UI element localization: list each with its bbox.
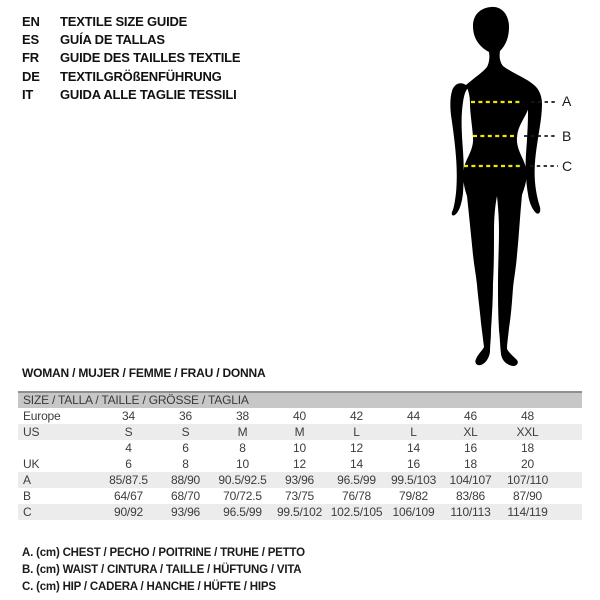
language-list — [22, 12, 240, 104]
woman-silhouette — [430, 0, 600, 385]
size-value: 18 — [464, 457, 477, 471]
size-value: 8 — [239, 441, 246, 455]
size-table-header: SIZE / TALLA / TAILLE / GRÖSSE / TAGLIA — [18, 391, 582, 408]
size-value: 40 — [293, 409, 306, 423]
size-value: 18 — [521, 441, 534, 455]
spacer-cell — [556, 488, 582, 504]
size-value: 44 — [407, 409, 420, 423]
size-value: 8 — [182, 457, 189, 471]
size-value: L — [328, 424, 385, 440]
language-row — [22, 49, 240, 67]
gender-title: WOMAN / MUJER / FEMME / FRAU / DONNA — [22, 366, 266, 380]
size-value: 48 — [521, 409, 534, 423]
spacer-cell — [556, 408, 582, 424]
table-row — [18, 472, 582, 488]
silhouette-left-arm — [450, 83, 468, 215]
size-value: 36 — [179, 409, 192, 423]
size-value: L — [385, 424, 442, 440]
size-value: 14 — [350, 457, 363, 471]
size-value: XL — [442, 424, 499, 440]
size-value: 99.5/102 — [271, 504, 328, 520]
size-value: 107/110 — [499, 472, 556, 488]
size-value: 93/96 — [157, 504, 214, 520]
table-row — [18, 424, 582, 440]
legend-line: B. (cm) WAIST / CINTURA / TAILLE / HÜFTUNG / VITA — [22, 564, 302, 577]
row-label: UK — [23, 457, 40, 471]
language-code: FR — [22, 50, 39, 66]
size-value: 104/107 — [442, 472, 499, 488]
row-label: A — [18, 472, 100, 488]
size-value: 6 — [182, 441, 189, 455]
size-value: 99.5/103 — [385, 472, 442, 488]
size-value: 6 — [125, 457, 132, 471]
row-label: Europe — [23, 409, 61, 423]
silhouette-body — [463, 7, 534, 366]
size-value: 16 — [407, 457, 420, 471]
language-code: DE — [22, 68, 40, 84]
size-value: 114/119 — [499, 504, 556, 520]
size-value: 83/86 — [455, 489, 486, 503]
size-value: 12 — [293, 457, 306, 471]
spacer-cell — [556, 440, 582, 456]
size-value: 10 — [236, 457, 249, 471]
spacer-cell — [556, 424, 582, 440]
measure-label-a: A — [562, 93, 572, 109]
spacer-cell — [556, 504, 582, 520]
language-row — [22, 12, 240, 30]
legend-line: C. (cm) HIP / CADERA / HANCHE / HÜFTE / HIPS — [22, 581, 276, 594]
language-code: ES — [22, 32, 39, 48]
language-label: GUÍA DE TALLAS — [60, 32, 165, 48]
table-row — [18, 440, 582, 456]
size-value: 10 — [293, 441, 306, 455]
size-value: 76/78 — [341, 489, 372, 503]
language-label: GUIDE DES TAILLES TEXTILE — [60, 50, 241, 66]
language-code: IT — [22, 87, 34, 103]
size-value: 87/90 — [512, 489, 543, 503]
size-value: 20 — [521, 457, 534, 471]
size-value: 73/75 — [284, 489, 315, 503]
spacer-cell — [556, 472, 582, 488]
language-label: TEXTILE SIZE GUIDE — [60, 13, 188, 29]
size-value: S — [100, 424, 157, 440]
size-value: M — [214, 424, 271, 440]
size-value: 88/90 — [157, 472, 214, 488]
language-row — [22, 30, 240, 48]
row-label: US — [18, 424, 100, 440]
size-value: 12 — [350, 441, 363, 455]
size-value: 106/109 — [385, 504, 442, 520]
size-table — [18, 391, 582, 520]
size-value: 16 — [464, 441, 477, 455]
size-value: 110/113 — [442, 504, 499, 520]
size-value: 64/67 — [113, 489, 144, 503]
size-value: 93/96 — [271, 472, 328, 488]
size-value: XXL — [499, 424, 556, 440]
size-value: 96.5/99 — [214, 504, 271, 520]
spacer-cell — [556, 456, 582, 472]
row-label: B — [23, 489, 31, 503]
table-row — [18, 456, 582, 472]
size-value: 79/82 — [398, 489, 429, 503]
size-value: 14 — [407, 441, 420, 455]
table-row — [18, 504, 582, 520]
size-value: 90/92 — [100, 504, 157, 520]
figure-area — [430, 0, 600, 385]
language-row — [22, 86, 240, 104]
size-value: 68/70 — [170, 489, 201, 503]
measure-label-b: B — [562, 128, 572, 144]
table-row — [18, 408, 582, 424]
language-label: GUIDA ALLE TAGLIE TESSILI — [60, 87, 237, 103]
measure-label-c: C — [562, 158, 573, 174]
size-value: 70/72.5 — [223, 489, 262, 503]
row-label: C — [18, 504, 100, 520]
size-value: 85/87.5 — [100, 472, 157, 488]
size-value: 96.5/99 — [328, 472, 385, 488]
size-value: S — [157, 424, 214, 440]
language-label: TEXTILGRÖßENFÜHRUNG — [60, 68, 222, 84]
size-value: 42 — [350, 409, 363, 423]
measurement-legend — [22, 545, 305, 597]
size-value: 102.5/105 — [328, 504, 385, 520]
size-value: M — [271, 424, 328, 440]
size-table-grid — [18, 408, 582, 520]
language-row — [22, 67, 240, 85]
row-label — [18, 440, 100, 456]
size-value: 4 — [125, 441, 132, 455]
size-value: 46 — [464, 409, 477, 423]
language-code: EN — [22, 13, 40, 29]
size-value: 38 — [236, 409, 249, 423]
size-value: 34 — [122, 409, 135, 423]
table-row — [18, 488, 582, 504]
legend-line: A. (cm) CHEST / PECHO / POITRINE / TRUHE / PETTO — [22, 547, 305, 559]
size-value: 90.5/92.5 — [214, 472, 271, 488]
